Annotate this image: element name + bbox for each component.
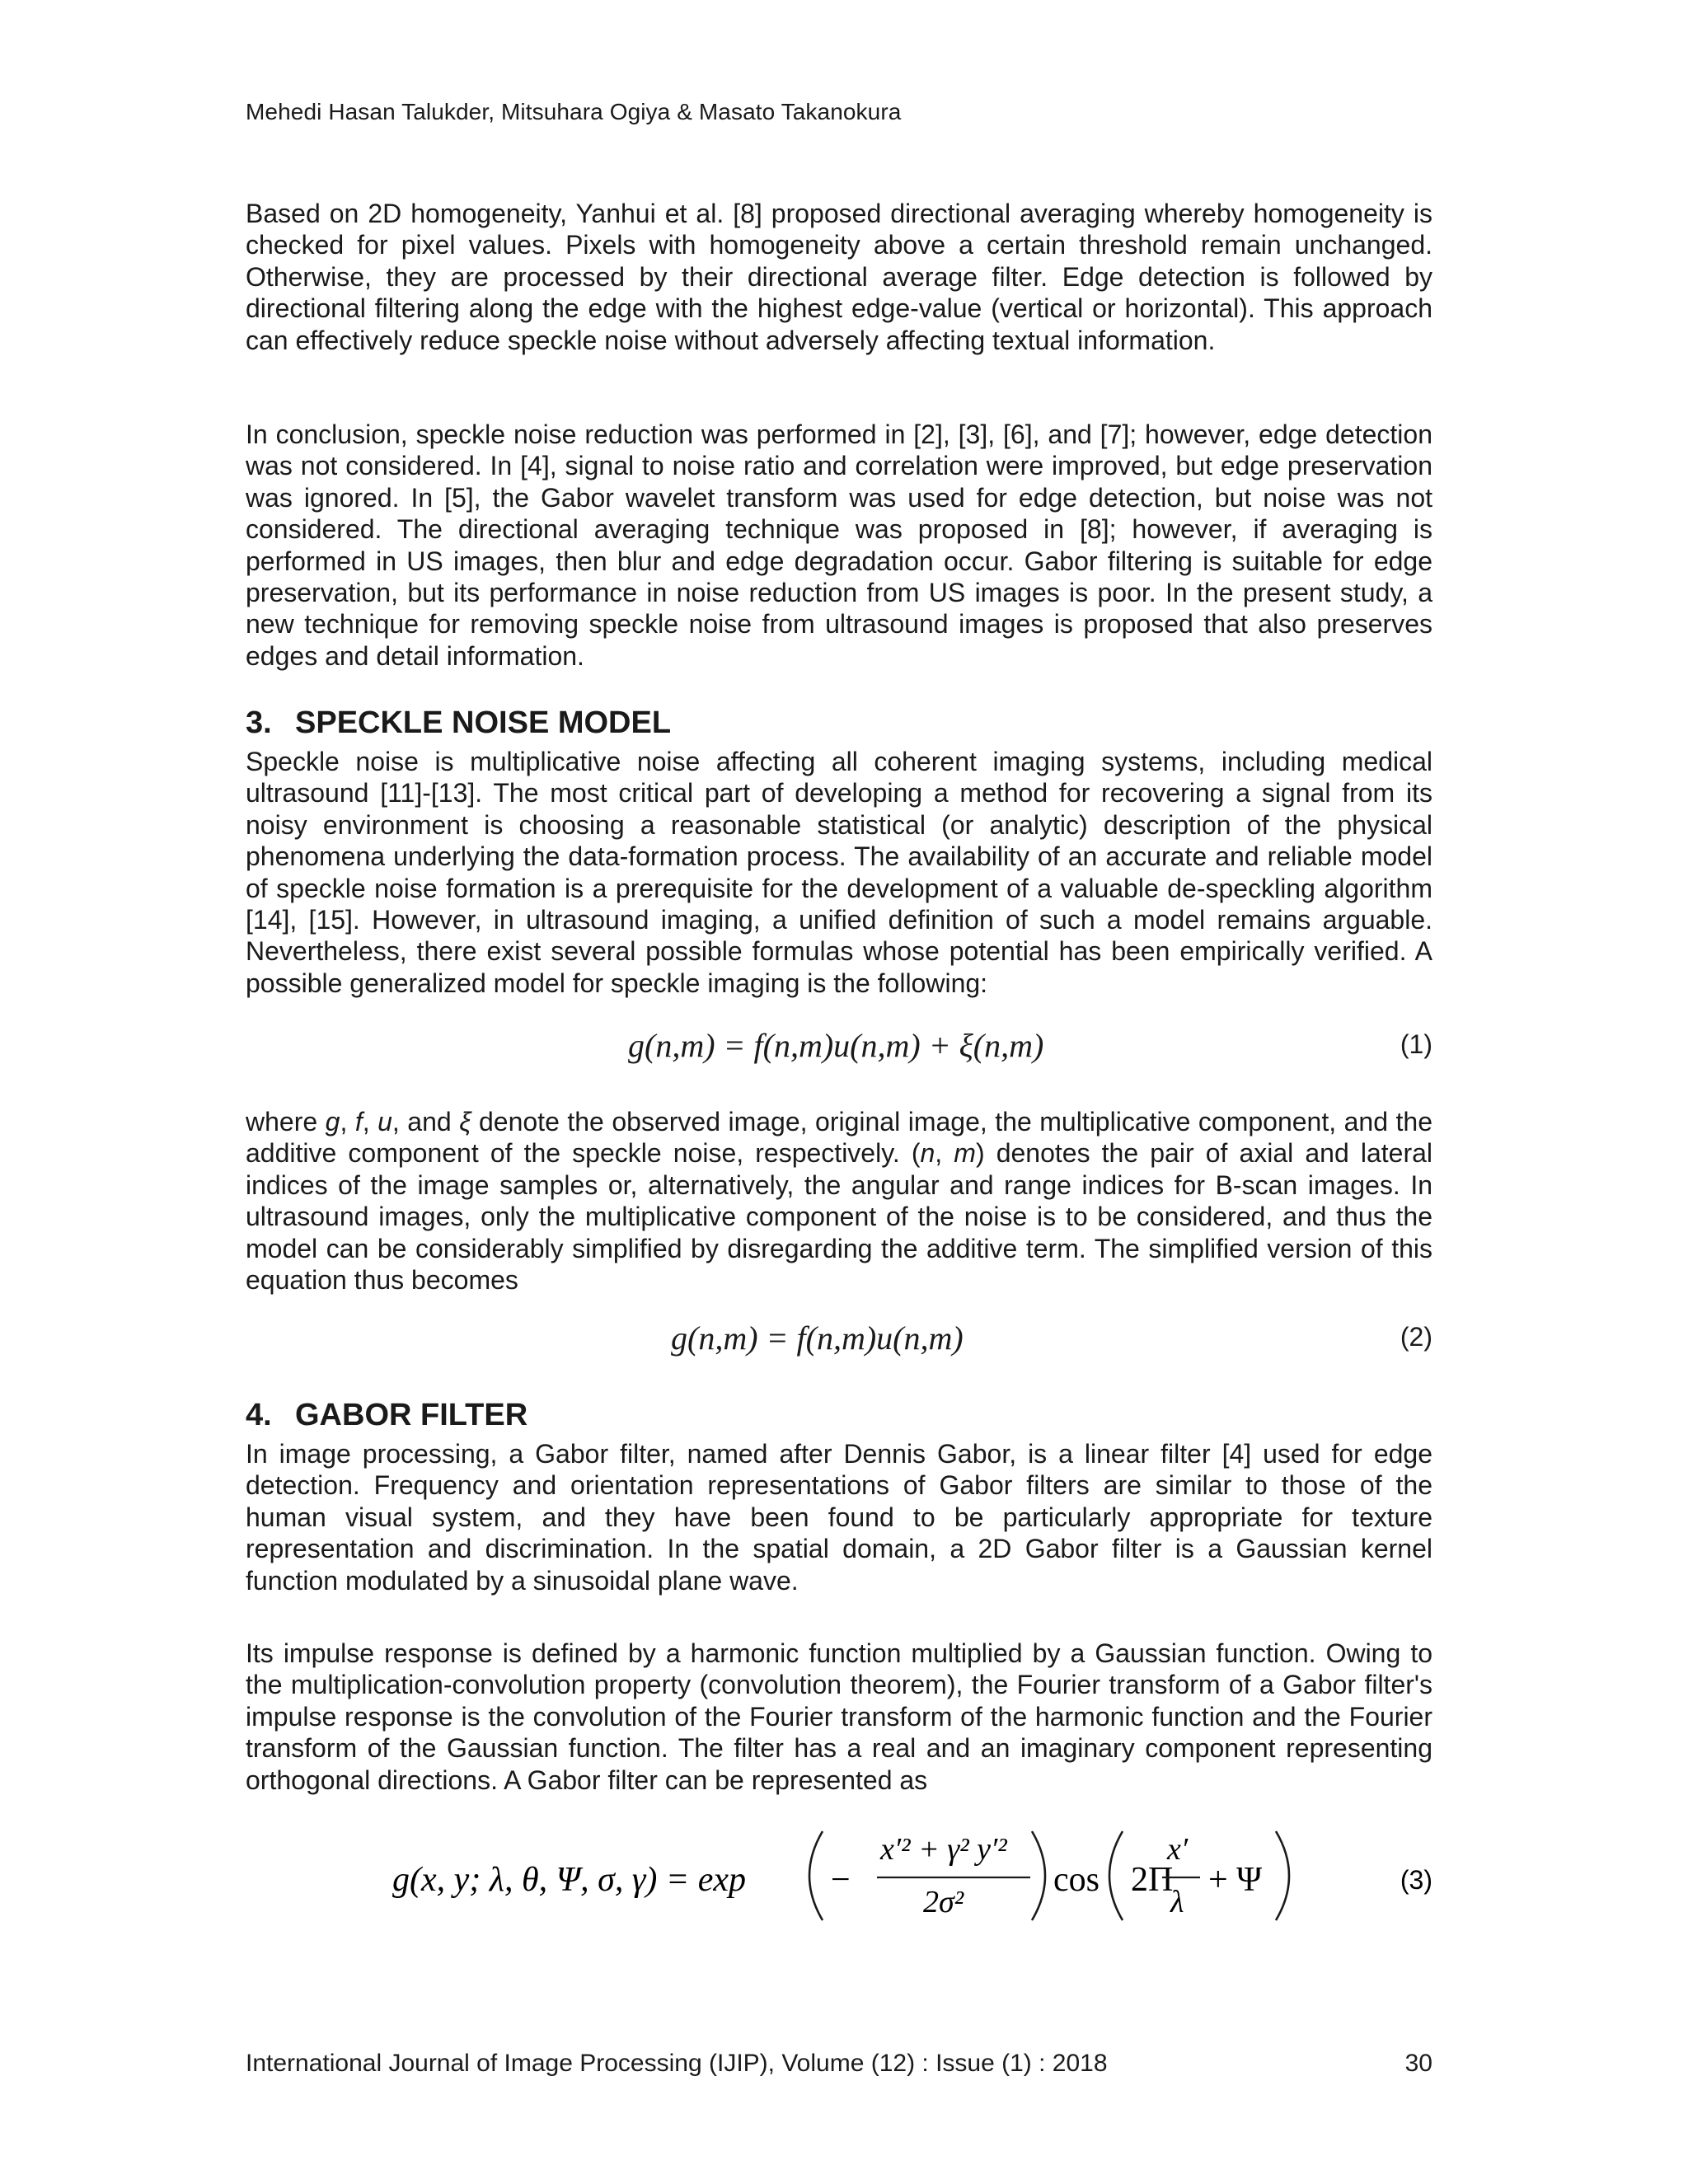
equation-2-number: (2) xyxy=(1400,1322,1432,1352)
footer-page-number: 30 xyxy=(1404,2050,1432,2077)
section-title: SPECKLE NOISE MODEL xyxy=(295,705,672,740)
running-header-authors: Mehedi Hasan Talukder, Mitsuhara Ogiya & Masato Takanokura xyxy=(246,99,902,124)
text-run: , and xyxy=(392,1107,460,1137)
eq3-cos: cos xyxy=(1053,1861,1100,1899)
paragraph-variable-definitions xyxy=(246,1106,1432,1296)
paragraph-directional-averaging: Based on 2D homogeneity, Yanhui et al. [8] proposed directional averaging whereby homogeneity is checked for pixel values. Pixels with homogeneity above a certain threshold remain unchanged. Otherwise, they are processed by their directional average filter. Edge detection is followed by directional filtering along the edge with the highest edge-value (vertical or horizontal). This approach can effectively reduce speckle noise without adversely affecting textual information. xyxy=(246,199,1432,355)
equation-2 xyxy=(246,1319,1432,1368)
var-m: m xyxy=(954,1138,976,1169)
equation-2-formula: g(n,m) = f(n,m)u(n,m) xyxy=(671,1319,964,1357)
paragraph-gabor-intro: In image processing, a Gabor filter, named after Dennis Gabor, is a linear filter [4] used for edge detection. Frequency and orientation representations of Gabor filters are similar to those of the human visual system, and they have been found to be particularly appropriate for texture representation and discrimination. In the spatial domain, a 2D Gabor filter is a Gaussian kernel function modulated by a sinusoidal plane wave. xyxy=(246,1439,1432,1596)
text-run: denote the observed image, original image, the multiplicative component, and the additive component of the speckle noise, respectively. ( xyxy=(246,1107,1433,1169)
eq3-plus-psi: + Ψ xyxy=(1208,1861,1263,1899)
var-n: n xyxy=(920,1138,935,1169)
equation-1-number: (1) xyxy=(1400,1029,1432,1059)
eq3-exp-right-paren xyxy=(1032,1831,1045,1920)
var-u: u xyxy=(377,1107,392,1137)
section-heading-speckle-noise-model xyxy=(246,705,671,741)
paragraph-speckle-model: Speckle noise is multiplicative noise affecting all coherent imaging systems, including medical ultrasound [11]-[13]. The most critical part of developing a method for recovering a signal from its noisy environment is choosing a reasonable statistical (or analytic) description of the physical phenomena underlying the data-formation process. The availability of an accurate and reliable model of speckle noise formation is a prerequisite for the development of a valuable de-speckling algorithm [14], [15]. However, in ultrasound imaging, a unified definition of such a model remains arguable. Nevertheless, there exist several possible formulas whose potential has been empirically verified. A possible generalized model for speckle imaging is the following: xyxy=(246,747,1432,998)
equation-3 xyxy=(246,1821,1432,1929)
section-number: 3. xyxy=(246,705,272,740)
eq3-lhs: g(x, y; λ, θ, Ψ, σ, γ) = exp xyxy=(392,1861,746,1899)
eq3-exp-left-paren xyxy=(809,1831,823,1920)
eq3-minus: − xyxy=(831,1861,851,1899)
text-run: , xyxy=(340,1107,355,1137)
text-run: , xyxy=(935,1138,954,1169)
paragraph-impulse-response: Its impulse response is defined by a harmonic function multiplied by a Gaussian function. Owing to the multiplication-convolution property (convolution theorem), the Fourier transform of a Gabor filter's impulse response is the convolution of the Fourier transform of the harmonic function and the Fourier transform of the Gaussian function. The filter has a real and an imaginary component representing orthogonal directions. A Gabor filter can be represented as xyxy=(246,1638,1432,1795)
eq3-number: (3) xyxy=(1400,1865,1432,1895)
var-xi: ξ xyxy=(459,1107,471,1137)
text-run: ) denotes the pair of axial and lateral indices of the image samples or, alternatively, the angular and range indices for B-scan images. In ultrasound images, only the multiplicative component of the noise is to be considered, and thus the model can be considerably simplified by disregarding the additive term. The simplified version of this equation thus becomes xyxy=(246,1138,1433,1296)
section-number: 4. xyxy=(246,1398,272,1432)
paragraph-conclusion: In conclusion, speckle noise reduction was performed in [2], [3], [6], and [7]; however, edge detection was not considered. In [4], signal to noise ratio and correlation were improved, but edge preservation was ignored. In [5], the Gabor wavelet transform was used for edge detection, but noise was not considered. The directional averaging technique was proposed in [8]; however, if averaging is performed in US images, then blur and edge degradation occur. Gabor filtering is suitable for edge preservation, but its performance in noise reduction from US images is poor. In the present study, a new technique for removing speckle noise from ultrasound images is proposed that also preserves edges and detail information. xyxy=(246,419,1432,671)
var-f: f xyxy=(354,1107,363,1137)
equation-1-formula: g(n,m) = f(n,m)u(n,m) + ξ(n,m) xyxy=(628,1027,1044,1064)
equation-1 xyxy=(246,1026,1432,1076)
eq3-x-prime: x′ xyxy=(1167,1832,1189,1867)
footer-journal-info: International Journal of Image Processing (IJIP), Volume (12) : Issue (1) : 2018 xyxy=(246,2050,1108,2077)
eq3-numerator: x′² + γ² y′² xyxy=(880,1832,1007,1867)
eq3-denominator: 2σ² xyxy=(923,1885,964,1919)
var-g: g xyxy=(325,1107,340,1137)
section-heading-gabor-filter xyxy=(246,1398,528,1433)
section-title: GABOR FILTER xyxy=(295,1398,528,1432)
text-run: , xyxy=(362,1107,378,1137)
eq3-lambda: λ xyxy=(1170,1885,1184,1919)
eq3-cos-right-paren xyxy=(1276,1831,1289,1920)
text-run: where xyxy=(246,1107,326,1137)
eq3-cos-left-paren xyxy=(1109,1831,1123,1920)
eq3-two-pi: 2Π xyxy=(1131,1861,1174,1899)
